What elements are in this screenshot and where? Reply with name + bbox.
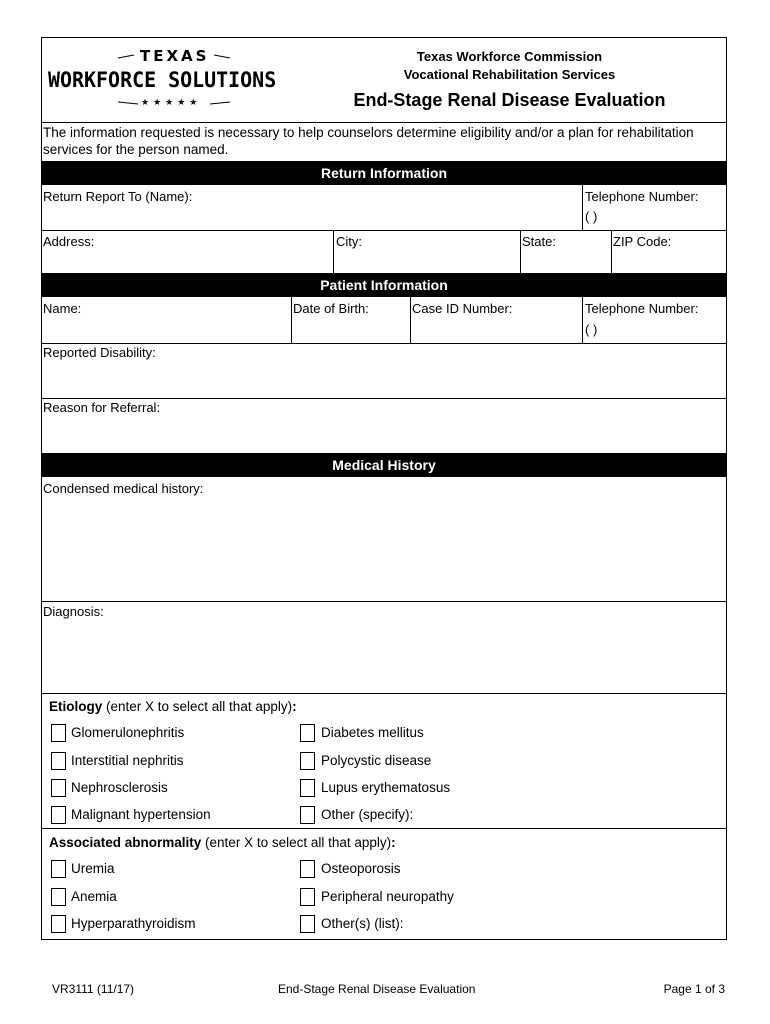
logo-texas: TEXAS	[140, 47, 210, 65]
reported-disability-label: Reported Disability:	[43, 345, 156, 360]
medical-history-heading: Medical History	[42, 453, 726, 477]
condensed-history-field[interactable]	[42, 477, 727, 601]
intro-text: The information requested is necessary to help counselors determine eligibility and/or a plan for rehabilitation services for the person named.	[43, 125, 694, 157]
patient-telephone-parens: ( )	[585, 322, 598, 337]
condensed-history-label: Condensed medical history:	[43, 481, 204, 496]
zip-field[interactable]	[612, 230, 727, 273]
reported-disability-field[interactable]	[42, 343, 727, 398]
name-label: Name:	[43, 301, 82, 316]
city-field[interactable]	[334, 230, 520, 273]
case-id-label: Case ID Number:	[412, 301, 513, 316]
division-name: Vocational Rehabilitation Services	[403, 67, 616, 82]
checkbox-lupus-erythematosus[interactable]	[300, 779, 315, 797]
return-to-label: Return Report To (Name):	[43, 189, 193, 204]
checkbox-glomerulonephritis[interactable]	[51, 724, 66, 742]
dob-field[interactable]	[292, 297, 410, 343]
checkbox-other-specify[interactable]	[300, 806, 315, 824]
logo-workforce-solutions: WORKFORCE SOLUTIONS	[48, 68, 277, 92]
etiology-option-label: Nephrosclerosis	[71, 780, 168, 795]
checkbox-osteoporosis[interactable]	[300, 860, 315, 878]
twc-logo	[48, 44, 298, 112]
diagnosis-field[interactable]	[42, 602, 727, 693]
state-label: State:	[522, 234, 556, 249]
state-field[interactable]	[521, 230, 611, 273]
return-telephone-parens: ( )	[585, 209, 598, 224]
checkbox-uremia[interactable]	[51, 860, 66, 878]
city-label: City:	[336, 234, 362, 249]
etiology-title: Etiology	[49, 699, 103, 714]
patient-telephone-label: Telephone Number:	[585, 301, 699, 316]
divider	[42, 828, 726, 829]
patient-telephone-field[interactable]	[583, 297, 727, 343]
divider	[42, 693, 726, 694]
etiology-option-label: Lupus erythematosus	[321, 780, 451, 795]
checkbox-peripheral-neuropathy[interactable]	[300, 888, 315, 906]
form-container	[41, 37, 727, 940]
checkbox-malignant-hypertension[interactable]	[51, 806, 66, 824]
etiology-option-label: Malignant hypertension	[71, 807, 211, 822]
divider	[42, 122, 726, 123]
page-title: End-Stage Renal Disease Evaluation	[353, 90, 666, 110]
footer-page-number: Page 1 of 3	[663, 982, 725, 996]
etiology-instruction: (enter X to select all that apply)	[102, 699, 293, 714]
checkbox-diabetes-mellitus[interactable]	[300, 724, 315, 742]
footer-form-number: VR3111 (11/17)	[52, 982, 135, 996]
return-to-field[interactable]	[42, 185, 582, 230]
diagnosis-label: Diagnosis:	[43, 604, 104, 619]
footer-title: End-Stage Renal Disease Evaluation	[278, 982, 476, 996]
associated-colon: :	[391, 835, 396, 850]
checkbox-nephrosclerosis[interactable]	[51, 779, 66, 797]
zip-label: ZIP Code:	[613, 234, 672, 249]
associated-option-label: Hyperparathyroidism	[71, 916, 196, 931]
return-telephone-label: Telephone Number:	[585, 189, 699, 204]
agency-name: Texas Workforce Commission	[416, 49, 603, 64]
etiology-option-label: Glomerulonephritis	[71, 725, 185, 740]
associated-title: Associated abnormality	[49, 835, 202, 850]
logo-stars: ★★★★★	[141, 97, 202, 107]
checkbox-polycystic-disease[interactable]	[300, 752, 315, 770]
etiology-option-label: Interstitial nephritis	[71, 753, 184, 768]
etiology-heading	[49, 699, 297, 714]
etiology-option-label: Other (specify):	[321, 807, 414, 822]
patient-info-heading: Patient Information	[42, 273, 726, 297]
checkbox-others-list[interactable]	[300, 915, 315, 933]
dob-label: Date of Birth:	[293, 301, 369, 316]
checkbox-hyperparathyroidism[interactable]	[51, 915, 66, 933]
checkbox-interstitial-nephritis[interactable]	[51, 752, 66, 770]
name-field[interactable]	[42, 297, 291, 343]
address-label: Address:	[43, 234, 95, 249]
address-field[interactable]	[42, 230, 332, 273]
checkbox-anemia[interactable]	[51, 888, 66, 906]
reason-referral-field[interactable]	[42, 398, 727, 453]
etiology-option-label: Diabetes mellitus	[321, 725, 424, 740]
case-id-field[interactable]	[411, 297, 582, 343]
associated-instruction: (enter X to select all that apply)	[201, 835, 392, 850]
associated-heading	[49, 835, 396, 850]
return-info-heading: Return Information	[42, 161, 726, 185]
etiology-option-label: Polycystic disease	[321, 753, 432, 768]
associated-option-label: Peripheral neuropathy	[321, 889, 454, 904]
etiology-colon: :	[292, 699, 297, 714]
associated-option-label: Other(s) (list):	[321, 916, 404, 931]
associated-option-label: Anemia	[71, 889, 117, 904]
associated-option-label: Uremia	[71, 861, 115, 876]
reason-referral-label: Reason for Referral:	[43, 400, 161, 415]
return-telephone-field[interactable]	[583, 185, 727, 230]
associated-option-label: Osteoporosis	[321, 861, 401, 876]
